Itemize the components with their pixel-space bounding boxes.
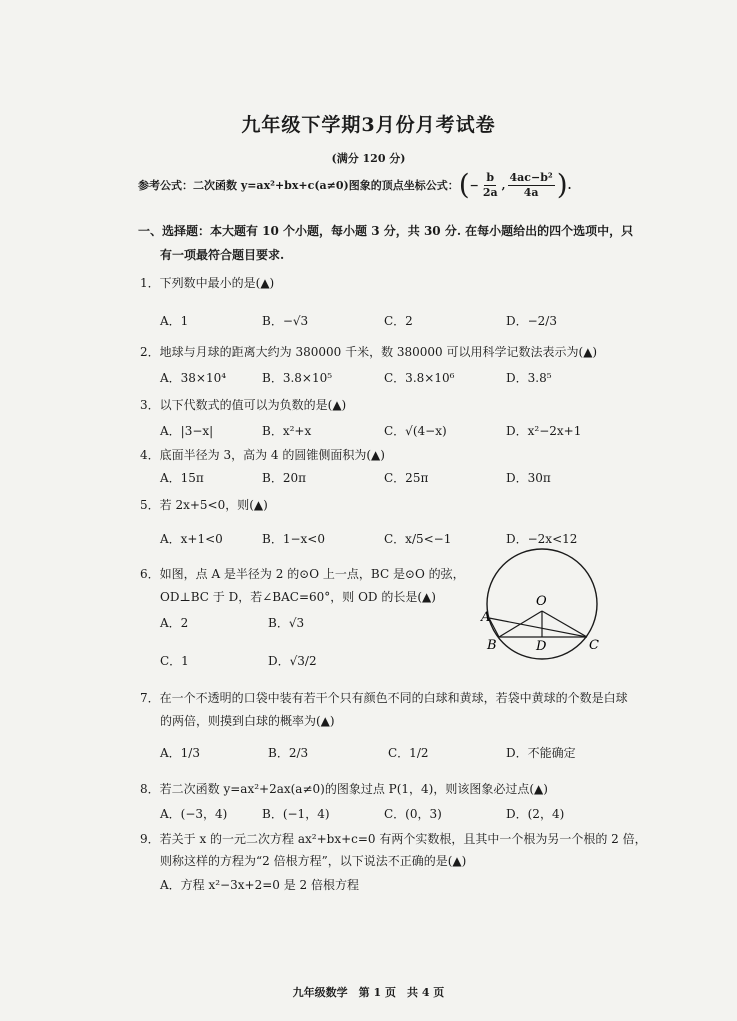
question-8: 8．若二次函数 y=ax²+2ax(a≠0)的图象过点 P(1，4)，则该图象必过点(▲) <box>140 782 548 796</box>
section-heading-line2: 有一项最符合题目要求. <box>160 248 285 262</box>
question-2: 2．地球与月球的距离大约为 380000 千米，数 380000 可以用科学记数法表示为(▲) <box>140 345 598 359</box>
q6-option-b: B．√3 <box>268 616 305 630</box>
question-6-line2: OD⊥BC 于 D，若∠BAC=60°，则 OD 的长是(▲) <box>160 590 436 604</box>
q2-option-c: C．3.8×10⁶ <box>384 371 455 385</box>
q4-option-a: A．15π <box>160 471 204 485</box>
segment-ob <box>499 611 542 637</box>
reference-formula: 参考公式：二次函数 y=ax²+bx+c(a≠0)图象的顶点坐标公式： ( − $\frac{b}{2a}$ , $\frac{\text{4ac−b²}}{4a}$ ) . <box>138 168 572 201</box>
q5-option-a: A．x+1<0 <box>160 532 223 546</box>
q5-option-c: C．x/5<−1 <box>384 532 452 546</box>
q5-option-d: D．−2x<12 <box>506 532 578 546</box>
question-7-line2: 的两倍，则摸到白球的概率为(▲) <box>160 714 335 728</box>
q8-option-d: D．(2，4) <box>506 807 565 821</box>
question-4: 4．底面半径为 3，高为 4 的圆锥侧面积为(▲) <box>140 448 385 462</box>
q6-option-c: C．1 <box>160 654 189 668</box>
section-heading-line1: 一、选择题：本大题有 10 个小题，每小题 3 分，共 30 分. 在每小题给出的四个选项中，只 <box>138 224 634 238</box>
q6-option-a: A．2 <box>160 616 189 630</box>
score-note: (满分 120 分) <box>331 152 406 165</box>
q6-option-d: D．√3/2 <box>268 654 317 668</box>
q1-option-a: A．1 <box>160 314 189 328</box>
q3-option-b: B．x²+x <box>262 424 312 438</box>
q1-option-d: D．−2/3 <box>506 314 557 328</box>
question-5: 5．若 2x+5<0，则(▲) <box>140 498 268 512</box>
q3-option-a: A．|3−x| <box>160 424 214 438</box>
q8-option-b: B．(−1，4) <box>262 807 330 821</box>
question-9-line2: 则称这样的方程为“2 倍根方程”，以下说法不正确的是(▲) <box>160 854 467 868</box>
q9-option-a: A．方程 x²−3x+2=0 是 2 倍根方程 <box>160 878 359 892</box>
q3-option-c: C．√(4−x) <box>384 424 447 438</box>
q4-option-c: C．25π <box>384 471 429 485</box>
question-9-line1: 9．若关于 x 的一元二次方程 ax²+bx+c=0 有两个实数根，且其中一个根为另一个根的 2 倍， <box>140 832 647 846</box>
label-c: C <box>589 638 599 653</box>
label-o: O <box>536 594 547 609</box>
q3-option-d: D．x²−2x+1 <box>506 424 582 438</box>
page-title: 九年级下学期3月份月考试卷 <box>241 114 496 136</box>
label-a: A <box>481 610 491 625</box>
q5-option-b: B．1−x<0 <box>262 532 325 546</box>
q2-option-a: A．38×10⁴ <box>160 371 227 385</box>
vertex-y-fraction: $\frac{\text{4ac−b²}}{4a}$ <box>509 170 553 199</box>
q7-option-a: A．1/3 <box>160 746 200 760</box>
q4-option-d: D．30π <box>506 471 551 485</box>
q7-option-c: C．1/2 <box>388 746 429 760</box>
q7-option-d: D．不能确定 <box>506 746 576 760</box>
q2-option-d: D．3.8⁵ <box>506 371 552 385</box>
question-3: 3．以下代数式的值可以为负数的是(▲) <box>140 398 347 412</box>
formula-label: 参考公式：二次函数 y=ax²+bx+c(a≠0)图象的顶点坐标公式： <box>138 179 459 192</box>
vertex-x-fraction: $\frac{b}{2a}$ <box>482 170 498 199</box>
question-6-line1: 6．如图，点 A 是半径为 2 的⊙O 上一点，BC 是⊙O 的弦， <box>140 567 465 581</box>
q1-option-c: C．2 <box>384 314 413 328</box>
segment-ab <box>489 618 499 637</box>
page-footer: 九年级数学 第 1 页 共 4 页 <box>292 986 445 999</box>
q1-option-b: B．−√3 <box>262 314 309 328</box>
q7-option-b: B．2/3 <box>268 746 309 760</box>
q8-option-a: A．(−3，4) <box>160 807 228 821</box>
label-d: D <box>536 639 547 654</box>
q4-option-b: B．20π <box>262 471 306 485</box>
q8-option-c: C．(0，3) <box>384 807 442 821</box>
question-7-line1: 7．在一个不透明的口袋中装有若干个只有颜色不同的白球和黄球，若袋中黄球的个数是白球 <box>140 691 628 705</box>
circle-geometry-figure <box>476 545 612 667</box>
question-1: 1．下列数中最小的是(▲) <box>140 276 275 290</box>
label-b: B <box>487 638 497 653</box>
q2-option-b: B．3.8×10⁵ <box>262 371 333 385</box>
